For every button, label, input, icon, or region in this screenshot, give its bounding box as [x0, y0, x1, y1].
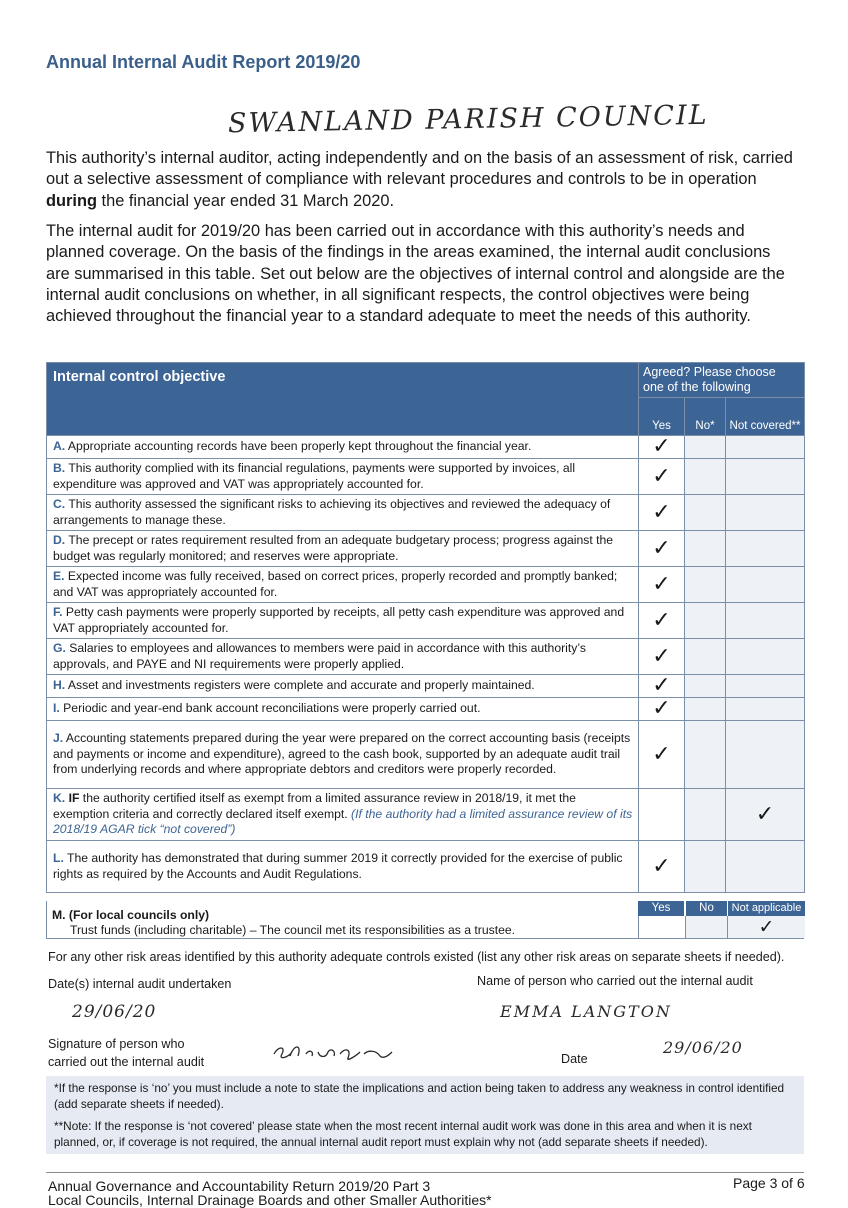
no-cell[interactable] — [685, 721, 726, 789]
objective-text: Periodic and year-end bank account reconciliations were properly carried out. — [63, 701, 481, 716]
tick-mark: ✓ — [652, 434, 671, 459]
tick-mark: ✓ — [652, 696, 671, 721]
objective-text: Asset and investments registers were complete and accurate and properly maintained. — [67, 678, 535, 693]
table-row — [47, 789, 805, 841]
no-cell[interactable] — [685, 495, 726, 531]
table-row — [47, 639, 805, 675]
intro-text: This authority’s internal auditor, acting independently and on the basis of an assessment of risk, carried out a selective assessment of compliance with relevant procedures and controls to be in operation — [46, 149, 793, 189]
m-col-yes-header: Yes — [638, 901, 684, 916]
no-cell[interactable] — [685, 436, 726, 459]
objective-letter: J. — [53, 731, 64, 746]
objective-text: The precept or rates requirement resulted from an adequate budgetary process; progress against the budget was regularly monitored; and reserves were appropriate. — [53, 533, 614, 563]
col-yes-header: Yes — [639, 398, 685, 436]
yes-cell[interactable] — [639, 789, 685, 841]
signature-label-2: carried out the internal audit — [48, 1055, 205, 1069]
objective-cell — [47, 789, 639, 841]
objective-text: This authority complied with its financial regulations, payments were supported by invoices, all expenditure was approved and VAT was appropriately accounted for. — [53, 461, 576, 491]
not-covered-cell[interactable] — [726, 789, 805, 841]
tick-mark: ✓ — [652, 571, 671, 597]
no-cell[interactable] — [685, 698, 726, 721]
intro-bold-text: during — [46, 191, 97, 210]
objective-cell — [47, 567, 639, 603]
not-covered-cell[interactable] — [726, 721, 805, 789]
objective-cell — [47, 459, 639, 495]
objective-cell — [47, 436, 639, 459]
footer-left-2: Local Councils, Internal Drainage Boards and other Smaller Authorities* — [48, 1192, 492, 1208]
objective-letter: I. — [53, 701, 60, 716]
m-col-no-header: No — [685, 901, 727, 916]
intro-paragraph-1 — [46, 148, 796, 212]
objective-letter: H. — [53, 678, 66, 693]
dates-label: Date(s) internal audit undertaken — [48, 977, 232, 991]
col-not-covered-header: Not covered** — [726, 398, 805, 436]
objective-text: Petty cash payments were properly supported by receipts, all petty cash expenditure was approved and VAT appropriately accounted for. — [53, 605, 625, 635]
not-covered-cell[interactable] — [726, 436, 805, 459]
objective-letter: E. — [53, 569, 65, 583]
not-covered-cell[interactable] — [726, 531, 805, 567]
no-cell[interactable] — [685, 603, 726, 639]
no-cell[interactable] — [685, 459, 726, 495]
no-cell[interactable] — [685, 567, 726, 603]
objective-cell — [47, 531, 639, 567]
yes-cell[interactable] — [639, 841, 685, 893]
yes-cell[interactable] — [639, 639, 685, 675]
person-label: Name of person who carried out the internal audit — [477, 974, 753, 988]
report-title: Annual Internal Audit Report 2019/20 — [46, 52, 361, 72]
signature-label-1: Signature of person who — [48, 1037, 185, 1051]
table-row — [47, 841, 805, 893]
yes-cell[interactable] — [639, 675, 685, 698]
table-row — [47, 675, 805, 698]
objective-cell — [47, 841, 639, 893]
table-header-objective: Internal control objective — [47, 363, 639, 436]
yes-cell[interactable] — [639, 721, 685, 789]
intro-text-end: the financial year ended 31 March 2020. — [96, 191, 395, 210]
yes-cell[interactable] — [639, 531, 685, 567]
date-value: 29/06/20 — [663, 1038, 743, 1057]
no-cell[interactable] — [685, 841, 726, 893]
col-no-header: No* — [685, 398, 726, 436]
not-covered-cell[interactable] — [726, 459, 805, 495]
table-row — [47, 567, 805, 603]
objective-cell — [47, 495, 639, 531]
objective-letter: D. — [53, 533, 66, 547]
table-row — [47, 436, 805, 459]
section-m-desc: Trust funds (including charitable) – The council met its responsibilities as a trustee. — [70, 923, 516, 937]
yes-cell[interactable] — [639, 567, 685, 603]
not-covered-cell[interactable] — [726, 639, 805, 675]
objective-text: Salaries to employees and allowances to members were paid in accordance with this authority’s approvals, and PAYE and NI requirements were properly applied. — [53, 641, 586, 671]
footer-page-number: Page 3 of 6 — [733, 1175, 805, 1191]
no-cell[interactable] — [685, 675, 726, 698]
intro-paragraph-2: The internal audit for 2019/20 has been carried out in accordance with this authority’s needs and planned coverage. On the basis of the findings in the areas examined, the internal audit conclusions are summarised in this table. Set out below are the objectives of internal control and alongside are the internal audit conclusions on whether, in all significant respects, the control objectives were being achieved throughout the financial year to a standard adequate to meet the needs of this authority. — [46, 222, 785, 326]
yes-cell[interactable] — [639, 436, 685, 459]
footnote-no: *If the response is ‘no’ you must include a note to state the implications and action being taken to address any weakness in control identified (add separate sheets if needed). — [54, 1081, 785, 1111]
not-covered-cell[interactable] — [726, 603, 805, 639]
table-row — [47, 698, 805, 721]
section-m-text — [52, 908, 515, 938]
tick-mark: ✓ — [652, 741, 671, 767]
objective-text: Accounting statements prepared during the year were prepared on the correct accounting basis (receipts and payments or income and expenditure), agreed to the cash book, supported by an adequate audit trail from underlying records and where appropriate debtors and creditors were properly recorded. — [53, 731, 631, 777]
objective-letter: K. — [53, 791, 66, 806]
tick-mark: ✓ — [755, 801, 775, 827]
table-row — [47, 531, 805, 567]
no-cell[interactable] — [685, 639, 726, 675]
objective-text: Appropriate accounting records have been properly kept throughout the financial year. — [67, 439, 532, 454]
footnote-not-covered: **Note: If the response is ‘not covered’ please state when the most recent internal audit work was done in this area and when it is next planned, or, if coverage is not required, the annual internal audit report must explain why not (add separate sheets if needed). — [54, 1119, 752, 1149]
tick-mark: ✓ — [652, 643, 671, 669]
table-row — [47, 495, 805, 531]
table-row — [47, 603, 805, 639]
other-risks-note: For any other risk areas identified by this authority adequate controls existed (list any other risk areas on separate sheets if needed). — [48, 950, 785, 964]
handwritten-initials — [685, 810, 724, 818]
council-name-handwritten: SWANLAND PARISH COUNCIL — [227, 99, 709, 140]
objective-letter: G. — [53, 641, 66, 655]
signature-image — [268, 1036, 398, 1066]
objective-letter: C. — [53, 497, 66, 511]
person-value: EMMA LANGTON — [500, 1002, 672, 1021]
table-header-agreed: Agreed? Please choose one of the following — [639, 363, 805, 398]
yes-cell[interactable] — [639, 495, 685, 531]
table-row — [47, 459, 805, 495]
objective-cell — [47, 675, 639, 698]
objective-letter: L. — [53, 851, 64, 865]
yes-cell[interactable] — [639, 459, 685, 495]
table-row — [47, 721, 805, 789]
yes-cell[interactable] — [639, 698, 685, 721]
tick-mark: ✓ — [652, 673, 671, 698]
objective-cell — [47, 721, 639, 789]
m-na-cell[interactable] — [727, 916, 805, 938]
dates-value: 29/06/20 — [72, 1002, 157, 1022]
m-yes-cell[interactable] — [638, 916, 685, 938]
tick-mark: ✓ — [652, 535, 671, 561]
section-m-title: M. (For local councils only) — [52, 908, 210, 922]
objective-text: This authority assessed the significant risks to achieving its objectives and reviewed the adequacy of arrangements to manage these. — [53, 497, 611, 527]
objective-italic-note: (If the authority had a limited assurance review of its 2018/19 AGAR tick “not covered”) — [53, 806, 633, 837]
not-covered-cell[interactable] — [726, 675, 805, 698]
objective-bold-text: IF — [68, 791, 80, 806]
not-covered-cell[interactable] — [726, 567, 805, 603]
not-covered-cell[interactable] — [726, 841, 805, 893]
objective-text: Expected income was fully received, based on correct prices, properly recorded and promptly banked; and VAT was appropriately accounted for. — [53, 569, 618, 599]
objective-cell — [47, 603, 639, 639]
objective-letter: A. — [53, 439, 66, 454]
not-covered-cell[interactable] — [726, 495, 805, 531]
m-col-na-header: Not applicable — [727, 901, 805, 916]
yes-cell[interactable] — [639, 603, 685, 639]
m-no-cell[interactable] — [685, 916, 727, 938]
objective-text: The authority has demonstrated that during summer 2019 it correctly provided for the exercise of public rights as required by the Accounts and Audit Regulations. — [53, 851, 623, 881]
objective-cell — [47, 698, 639, 721]
objective-letter: B. — [53, 461, 66, 475]
tick-mark: ✓ — [652, 499, 671, 525]
not-covered-cell[interactable] — [726, 698, 805, 721]
no-cell[interactable] — [685, 789, 726, 841]
no-cell[interactable] — [685, 531, 726, 567]
footer-left: Annual Governance and Accountability Return 2019/20 Part 3 — [48, 1178, 431, 1194]
tick-mark: ✓ — [652, 607, 671, 633]
m-na-tick: ✓ — [758, 916, 775, 938]
objective-letter: F. — [53, 605, 63, 619]
internal-control-table — [46, 362, 805, 893]
objective-text: the authority certified itself as exempt from a limited assurance review in 2018/19, it met the exemption criteria and correctly declared itself exempt. — [53, 791, 576, 821]
date-label: Date — [561, 1052, 588, 1066]
footer-divider — [46, 1172, 804, 1173]
objective-cell — [47, 639, 639, 675]
tick-mark: ✓ — [652, 463, 671, 489]
tick-mark: ✓ — [652, 853, 671, 879]
